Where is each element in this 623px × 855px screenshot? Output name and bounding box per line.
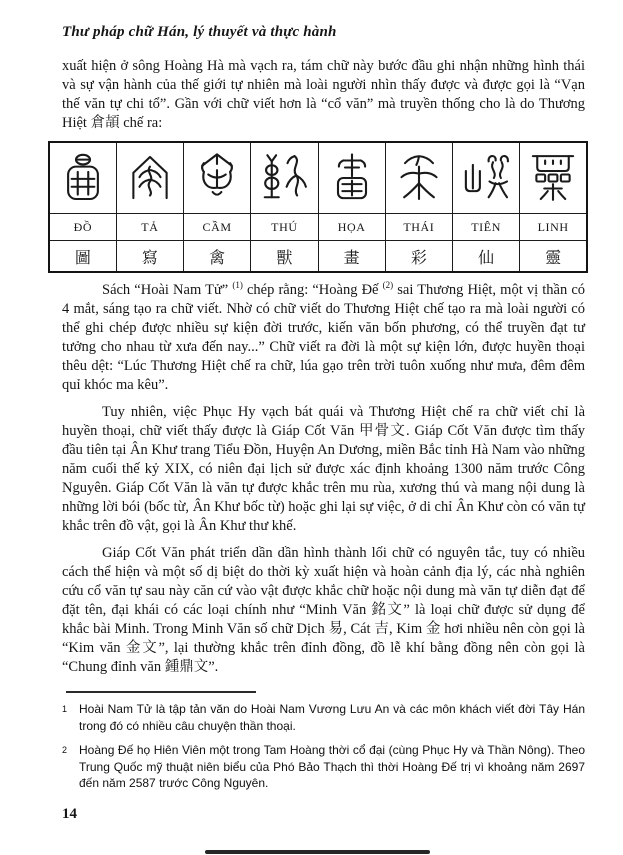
seal-ta-icon xyxy=(122,148,178,208)
seal-glyph-cell-ta xyxy=(116,142,183,214)
footnote-ref-2: (2) xyxy=(382,280,394,291)
viet-label-tien: TIÊN xyxy=(453,214,520,241)
table-row-seal-glyphs xyxy=(49,142,587,214)
han-char-hoa: 畫 xyxy=(318,241,385,273)
seal-linh-icon xyxy=(525,148,581,208)
paragraph-2-text: sai Thương Hiệt, một vị thần có 4 mắt, sáng tạo ra chữ viết. Nhờ có chữ viết do Thương Hiệt chế tạo ra mà loài người có thể ghi chép được nhiều sự kiện đời trước, kiến văn bốn phương, có thể truyền đạt tư tưởng cho nhau từ xưa đến nay...” Chữ viết ra đời là một sự kiện lớn, được huyền thoại thêu dệt: “Lúc Thương Hiệt chế ra chữ, lúa gạo trên trời tuôn xuống như mưa, đêm đêm quỉ khóc ma kêu”. xyxy=(62,282,585,393)
paragraph-1-text: xuất hiện ở sông Hoàng Hà mà vạch ra, tám chữ này bước đầu ghi nhận những hình thái và sự vận hành của thế giới tự nhiên mà loài người nhìn thấy được và được gọi là “Vạn thế văn tự chi tổ”. Gần với chữ viết hơn là “cổ văn” mà truyền thống cho là do Thương Hiệt 倉頡 chế ra: xyxy=(62,58,585,131)
footnote-2-marker: 2 xyxy=(62,745,68,755)
seal-script-table xyxy=(48,141,588,273)
han-char-thai: 彩 xyxy=(385,241,452,273)
paragraph-3-text: Tuy nhiên, việc Phục Hy vạch bát quái và Thương Hiệt chế ra chữ viết chỉ là huyền thoại, chữ viết thấy được là Giáp Cốt Văn 甲骨文. Giáp Cốt Văn được tìm thấy đầu tiên tại Ân Khư trang Tiểu Đồn, Huyện An Dương, miền Bắc tỉnh Hà Nam vào những năm cuối thế kỷ XIX, có niên đại lịch sử được xác định khoảng 1300 năm trước Công Nguyên. Giáp Cốt Văn là văn tự được khắc trên mu rùa, xương thú và mang nội dung là những lời bói (bốc từ, Ân Khư bốc từ) hoặc ghi lại sự việc, ở di chỉ Ân Khư còn có văn tự khắc trên đồ vật, gọi là Ân Khư thư khế. xyxy=(62,404,585,534)
footnotes-section xyxy=(62,701,585,792)
footnote-1 xyxy=(62,701,585,734)
seal-glyph-cell-thu xyxy=(251,142,318,214)
han-char-ta: 寫 xyxy=(116,241,183,273)
footnote-1-text: Hoài Nam Tử là tập tản văn do Hoài Nam Vương Lưu An và các môn khách viết đời Tây Hán trong đó có nhiều câu chuyện thần thoại. xyxy=(79,702,585,733)
han-char-tien: 仙 xyxy=(453,241,520,273)
viet-label-ta: TẢ xyxy=(116,214,183,241)
paragraph-4 xyxy=(62,544,585,677)
viet-label-do: ĐỒ xyxy=(49,214,116,241)
viet-label-linh: LINH xyxy=(520,214,587,241)
paragraph-2 xyxy=(62,281,585,395)
seal-thai-icon xyxy=(391,148,447,208)
paragraph-3 xyxy=(62,403,585,536)
seal-thu-icon xyxy=(256,148,312,208)
footnote-2-text: Hoàng Đế họ Hiên Viên một trong Tam Hoàng thời cổ đại (cùng Phục Hy và Thần Nông). Theo Trung Quốc mỹ thuật niên biểu của Phó Bảo Thạch thì thời Hoàng Đế trị vì khoảng năm 2697 đến năm 2587 trước Công Nguyên. xyxy=(79,743,585,790)
seal-glyph-cell-tien xyxy=(453,142,520,214)
seal-do-icon xyxy=(55,148,111,208)
table-row-han-characters xyxy=(49,241,587,273)
han-char-cam: 禽 xyxy=(184,241,251,273)
seal-glyph-cell-linh xyxy=(520,142,587,214)
seal-glyph-cell-do xyxy=(49,142,116,214)
scan-edge-artifact xyxy=(205,850,430,854)
footnote-divider xyxy=(66,691,256,693)
han-char-do: 圖 xyxy=(49,241,116,273)
seal-hoa-icon xyxy=(324,148,380,208)
footnote-ref-1: (1) xyxy=(232,280,243,291)
han-char-thu: 獸 xyxy=(251,241,318,273)
viet-label-cam: CẦM xyxy=(184,214,251,241)
viet-label-hoa: HỌA xyxy=(318,214,385,241)
seal-tien-icon xyxy=(458,148,514,208)
table-row-vietnamese-readings xyxy=(49,214,587,241)
viet-label-thu: THÚ xyxy=(251,214,318,241)
paragraph-1 xyxy=(62,57,585,133)
viet-label-thai: THÁI xyxy=(385,214,452,241)
seal-cam-icon xyxy=(189,148,245,208)
footnote-1-marker: 1 xyxy=(62,704,68,714)
paragraph-4-text: Giáp Cốt Văn phát triển dần dần hình thành lối chữ có nguyên tắc, tuy có nhiều cách thể hiện và một số dị biệt do thời kỳ xuất hiện và hoàn cảnh địa lý, các nhà nghiên cứu cổ văn tự sau này căn cứ vào vật được khắc chữ hoặc nội dung mà văn tự diễn đạt để đặt tên, đại khái có các loại chính như “Minh Văn 銘文” là loại chữ được sử dụng để khắc bài Minh. Trong Minh Văn số chữ Dịch 易, Cát 吉, Kim 金 hơi nhiều nên còn gọi là “Kim văn 金文”, lại thường khắc trên đỉnh đồng, đồ lễ khí bằng đồng nên còn gọi là “Chung đỉnh văn 鍾鼎文”. xyxy=(62,545,585,675)
paragraph-2-text: chép rằng: “Hoàng Đế xyxy=(242,282,383,298)
han-char-linh: 靈 xyxy=(520,241,587,273)
paragraph-2-text: Sách “Hoài Nam Tử” xyxy=(102,282,233,298)
page-number: 14 xyxy=(62,805,77,822)
seal-glyph-cell-cam xyxy=(184,142,251,214)
footnote-2 xyxy=(62,742,585,792)
running-header: Thư pháp chữ Hán, lý thuyết và thực hành xyxy=(62,24,337,40)
seal-glyph-cell-thai xyxy=(385,142,452,214)
seal-glyph-cell-hoa xyxy=(318,142,385,214)
